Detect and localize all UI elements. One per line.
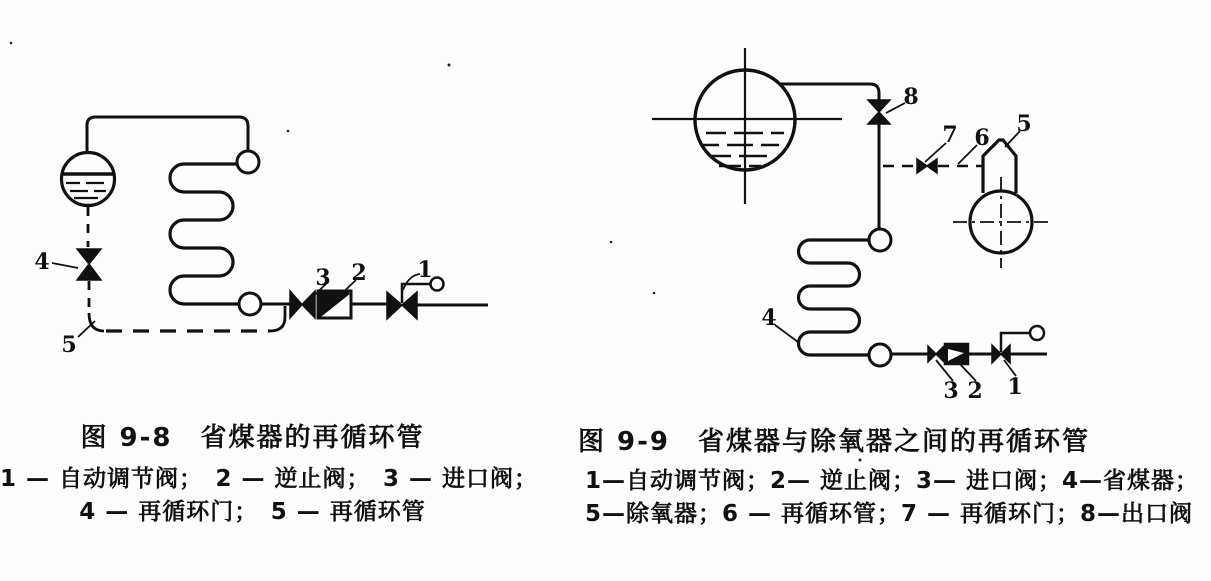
scan-speck: [10, 42, 13, 45]
label-1: 1: [417, 257, 433, 283]
label-3: 3: [315, 265, 331, 291]
valve-triangle: [77, 249, 101, 264]
figure-9-8-legend-line-2: 4 — 再循环门； 5 — 再循环管: [79, 499, 426, 525]
label-5: 5: [61, 332, 77, 358]
valve-triangle: [992, 345, 1001, 363]
valve-triangle: [77, 264, 101, 280]
figure-9-8-diagram: [34, 117, 488, 358]
economizer-coil: [170, 164, 239, 304]
drum-to-header-pipe: [87, 117, 248, 152]
leader-line: [775, 325, 798, 342]
label-2: 2: [351, 260, 367, 286]
deaerator-5: [953, 140, 1049, 268]
check-valve-2: [318, 291, 351, 318]
label-4: 4: [761, 305, 777, 331]
scan-speck: [287, 130, 290, 133]
figure-9-8-caption: [0, 417, 539, 529]
figure-9-9-legend-line-2: 5—除氧器；6 — 再循环管；7 — 再循环门；8—出口阀: [585, 501, 1194, 527]
auto-regulating-valve-1: [992, 326, 1044, 363]
valve-triangle: [290, 291, 302, 318]
figure-9-9-title: 图 9-9 省煤器与除氧器之间的再循环管: [577, 427, 1091, 457]
figure-9-9-diagram: [652, 48, 1049, 404]
label-7: 7: [942, 122, 958, 148]
check-valve-2: [945, 344, 968, 364]
label-6: 6: [974, 125, 990, 151]
scan-speck: [610, 241, 613, 244]
label-5: 5: [1016, 111, 1032, 137]
figure-9-8-title: 图 9-8 省煤器的再循环管: [80, 423, 425, 453]
lower-header: [869, 344, 891, 366]
scan-speck: [448, 64, 451, 67]
inlet-valve-3: [290, 291, 315, 318]
recirc-corner: [89, 313, 104, 331]
valve-triangle: [936, 346, 944, 362]
recirculation-valve-4: [77, 249, 101, 280]
tank-outlet-pipe: [779, 84, 879, 100]
valve-triangle: [928, 346, 936, 362]
auto-regulating-valve-1: [387, 278, 444, 320]
recirculation-pipe-5: [89, 281, 285, 331]
upper-header: [869, 229, 891, 251]
valve-triangle: [1001, 345, 1010, 363]
lower-header: [239, 293, 261, 315]
label-1: 1: [1007, 374, 1023, 400]
economizer-coil-4: [799, 240, 870, 355]
recirc-riser: [270, 306, 285, 331]
actuator-float: [1030, 326, 1044, 340]
figure-9-8-legend-line-1: 1 — 自动调节阀； 2 — 逆止阀； 3 — 进口阀；: [0, 466, 539, 492]
valve-triangle: [868, 112, 890, 124]
valve-triangle: [387, 292, 402, 319]
scan-noise: [10, 42, 862, 462]
label-8: 8: [903, 84, 919, 110]
valve-triangle: [868, 100, 890, 112]
label-3: 3: [943, 378, 959, 404]
scan-speck: [653, 292, 656, 295]
valve-triangle: [927, 159, 937, 173]
label-4: 4: [34, 249, 50, 275]
upper-header: [237, 151, 259, 173]
valve-triangle: [402, 292, 417, 319]
leader-line: [78, 321, 95, 337]
leader-line: [886, 103, 905, 113]
inlet-valve-3: [928, 346, 944, 362]
leader-line: [52, 263, 78, 268]
figure-9-9-caption: [577, 421, 1200, 531]
label-2: 2: [967, 378, 983, 404]
figure-9-9-legend-line-1: 1—自动调节阀；2— 逆止阀；3— 进口阀；4—省煤器；: [585, 468, 1200, 494]
